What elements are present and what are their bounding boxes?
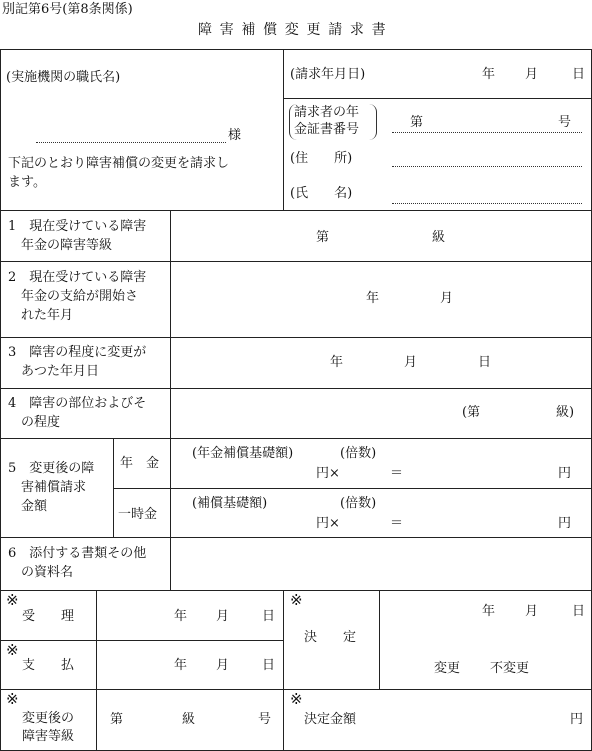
row5-eq2: ＝ — [390, 516, 404, 531]
kettei-year: 年 — [482, 604, 496, 619]
row2-month: 月 — [440, 291, 454, 306]
row5-en-x: 円× — [316, 466, 340, 481]
row4-label: 4 障害の部位およびそ の程度 — [8, 396, 147, 430]
row5-en2: 円 — [558, 516, 572, 531]
kettei-day: 日 — [572, 604, 586, 619]
row6-label: 6 添付する書類その他 の資料名 — [8, 546, 147, 580]
request-year-label: 年 — [482, 67, 496, 82]
cert-dai-label: 第 — [410, 115, 424, 130]
kome-mark: ※ — [6, 641, 19, 659]
agency-name-label: (実施機関の職氏名) — [6, 70, 121, 85]
kome-mark: ※ — [6, 690, 19, 708]
henko-option: 変更 — [434, 661, 461, 676]
cert-go-label: 号 — [558, 115, 572, 130]
request-day-label: 日 — [572, 67, 586, 82]
request-date-label: (請求年月日) — [290, 67, 366, 82]
shiharai-month: 月 — [216, 658, 230, 673]
row5-en: 円 — [558, 466, 572, 481]
row2-label: 2 現在受けている障害 年金の支給が開始さ れた年月 — [8, 270, 147, 323]
row5-ichiji-label: 一時金 — [118, 507, 158, 522]
row1-kyu: 級 — [432, 230, 446, 245]
grade-kyu: 級 — [182, 712, 196, 727]
row5-base-label: (補償基礎額) — [192, 496, 268, 511]
row5-eq: ＝ — [390, 466, 404, 481]
row2-year: 年 — [366, 291, 380, 306]
row5-base-pension-label: (年金補償基礎額) — [192, 446, 294, 461]
row3-month: 月 — [404, 355, 418, 370]
shiharai-label: 支 払 — [22, 658, 75, 673]
row4-dai: (第 — [462, 405, 481, 420]
row1-dai: 第 — [316, 230, 330, 245]
kome-mark: ※ — [6, 591, 19, 609]
row4-kyu: 級) — [556, 405, 575, 420]
kettei-label: 決 定 — [304, 630, 357, 645]
row3-label: 3 障害の程度に変更が あつた年月日 — [8, 345, 147, 379]
address-label: (住 所) — [290, 151, 353, 166]
kettei-kingaku-en: 円 — [570, 712, 584, 727]
grade-after-label: 変更後の 障害等級 — [22, 711, 75, 744]
row5-nenkin-label: 年 金 — [120, 456, 160, 471]
request-statement: 下記のとおり障害補償の変更を請求し ます。 — [8, 156, 230, 190]
name-label: (氏 名) — [290, 186, 353, 201]
row5-bai-label: (倍数) — [340, 446, 377, 461]
juri-label: 受 理 — [22, 609, 75, 624]
kome-mark: ※ — [290, 690, 303, 708]
grade-dai: 第 — [110, 712, 124, 727]
juri-day: 日 — [262, 609, 276, 624]
shiharai-year: 年 — [174, 658, 188, 673]
shiharai-day: 日 — [262, 658, 276, 673]
fuhenko-option: 不変更 — [490, 661, 530, 676]
row3-day: 日 — [478, 355, 492, 370]
row5-en-x2: 円× — [316, 516, 340, 531]
sama-label: 様 — [228, 128, 242, 143]
form-title: 障害補償変更請求書 — [198, 22, 394, 38]
row1-label: 1 現在受けている障害 年金の障害等級 — [8, 219, 147, 253]
juri-month: 月 — [216, 609, 230, 624]
juri-year: 年 — [174, 609, 188, 624]
kettei-month: 月 — [525, 604, 539, 619]
row5-bai2-label: (倍数) — [340, 496, 377, 511]
row5-label: 5 変更後の障 害補償請求 金額 — [8, 461, 95, 514]
kettei-kingaku-label: 決定金額 — [304, 712, 357, 727]
grade-go: 号 — [258, 712, 272, 727]
kome-mark: ※ — [290, 591, 303, 609]
row3-year: 年 — [330, 355, 344, 370]
form-number-label: 別記第6号(第8条関係) — [2, 2, 133, 17]
pension-cert-label: 請求者の年 金証書番号 — [294, 105, 360, 137]
request-month-label: 月 — [525, 67, 539, 82]
